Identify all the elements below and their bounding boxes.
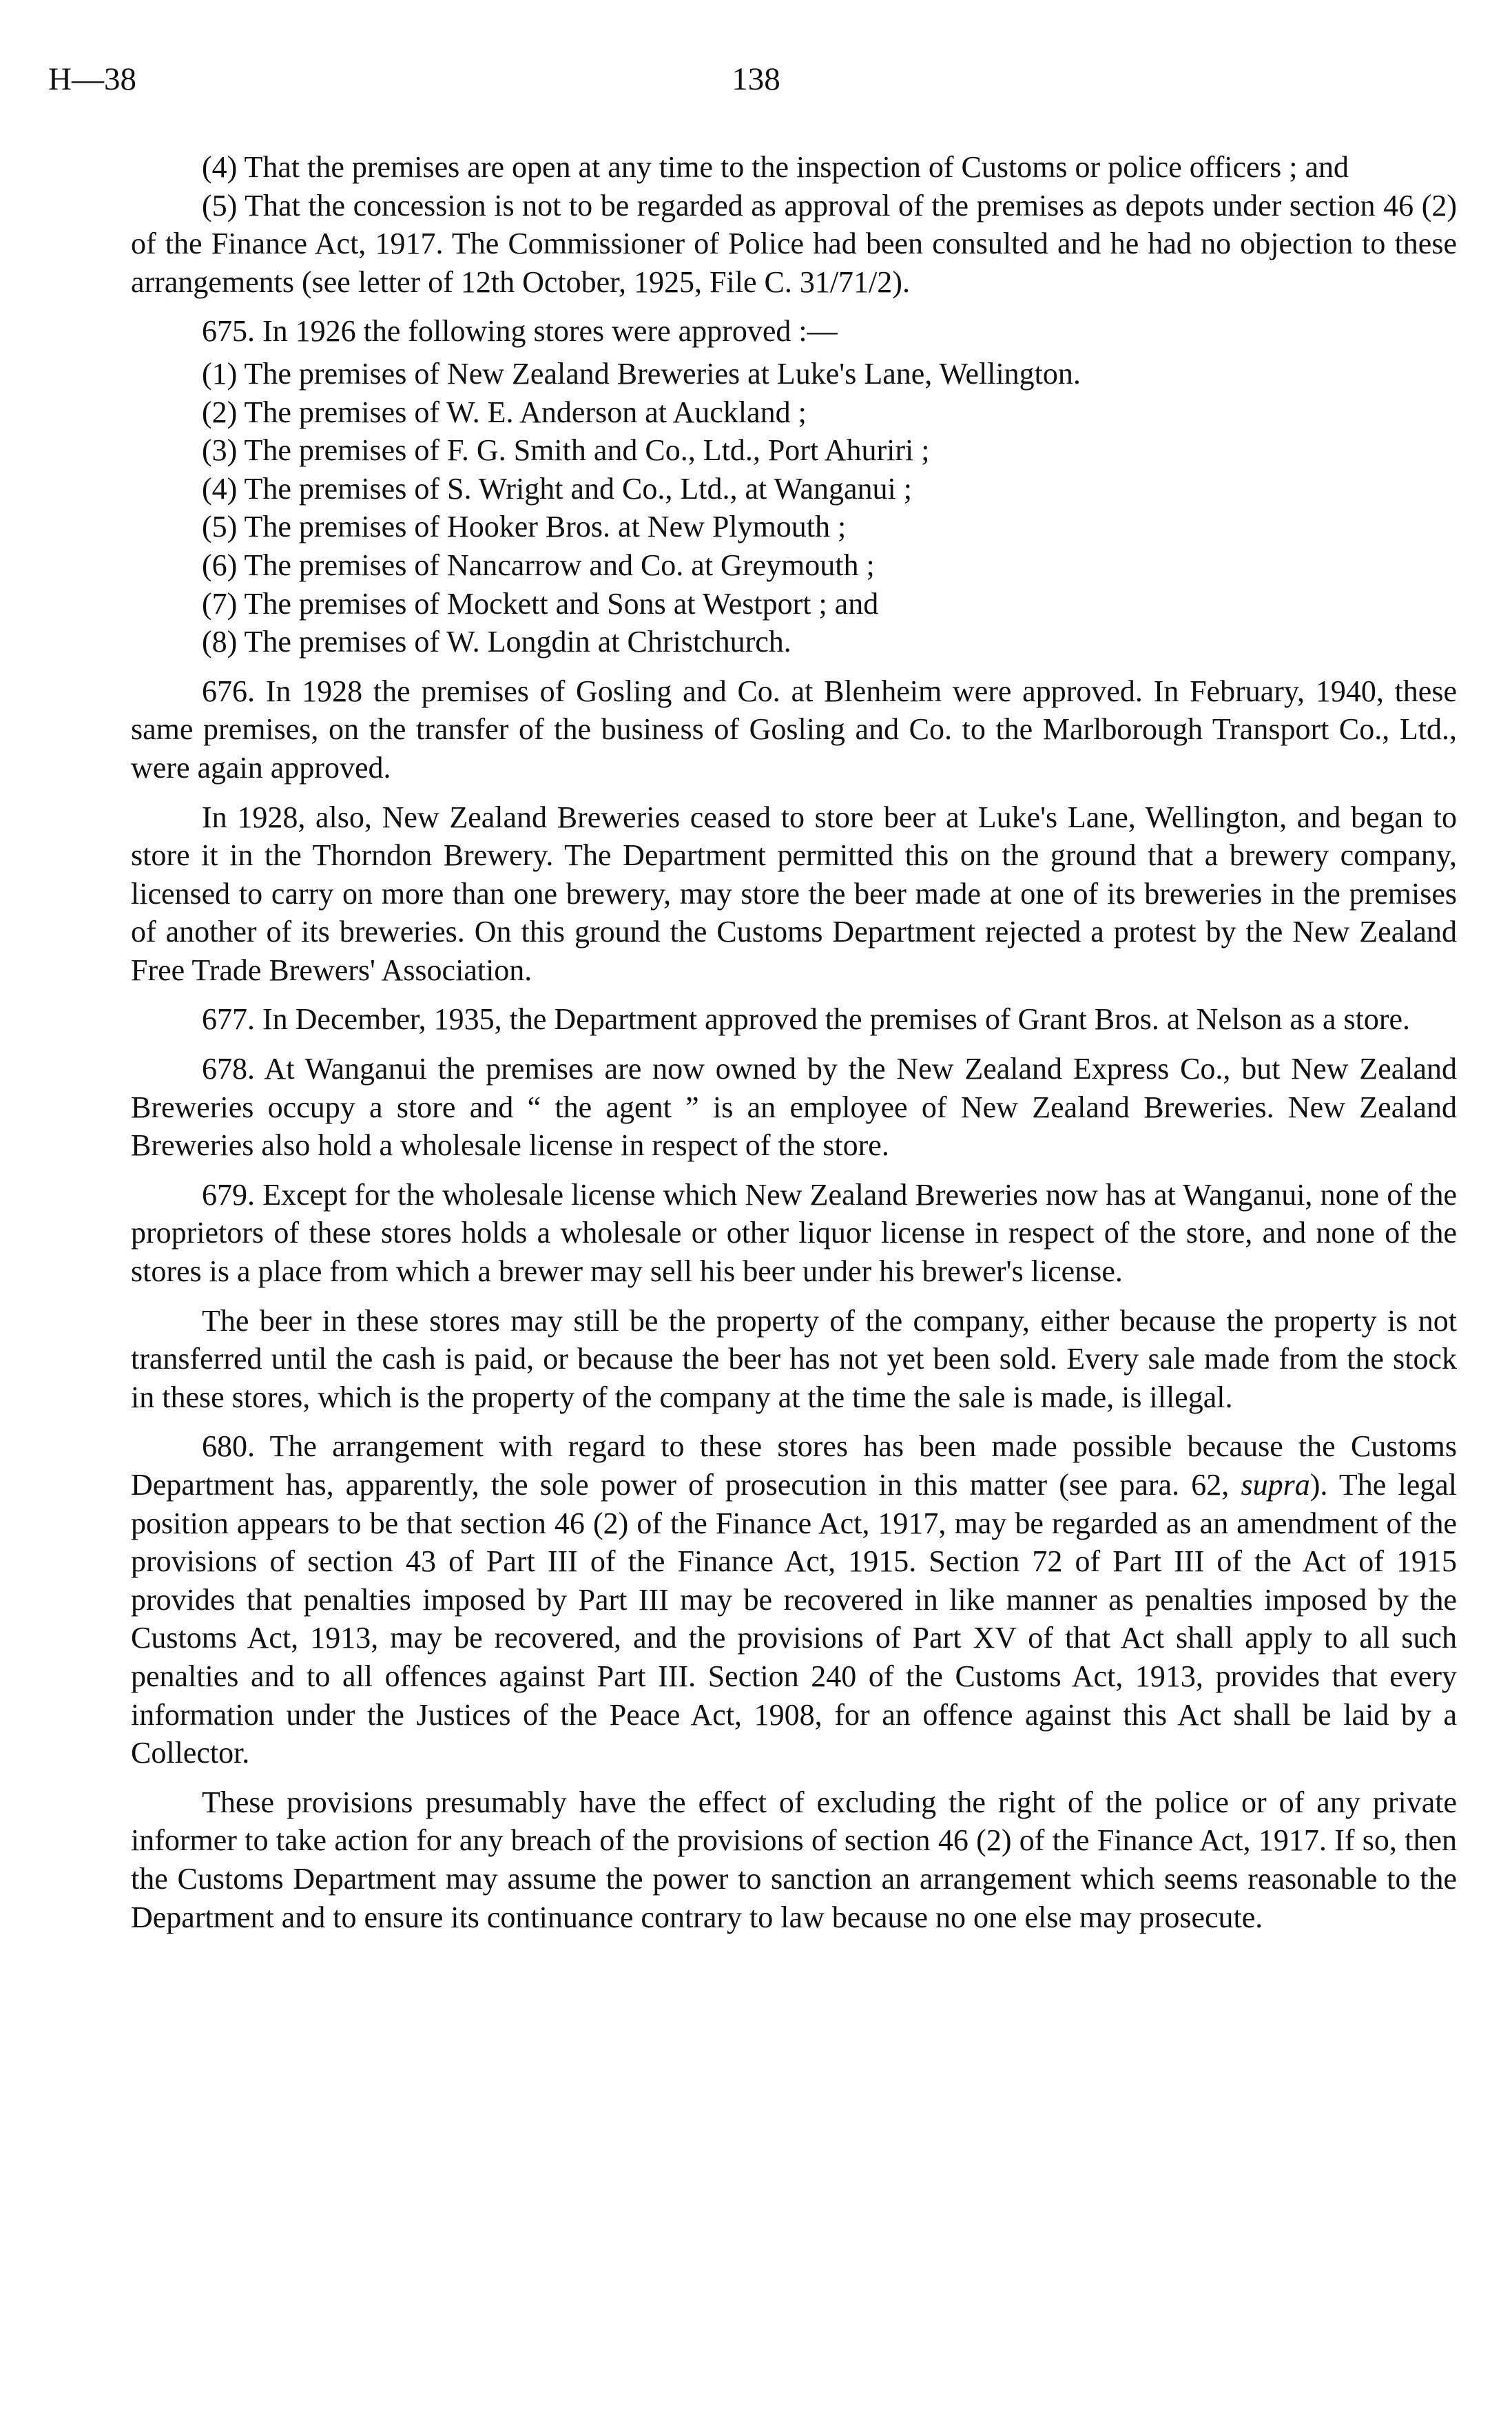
paragraph-678: 678. At Wanganui the premises are now owned by the New Zealand Express Co., but New Zealand Breweries occupy a store and “ the agent ” is an employee of New Zealand Breweries. New Zealand Breweries also hold a wholesale license in respect of the store. <box>131 1052 1457 1163</box>
paragraph-680 <box>131 1427 1457 1772</box>
paragraph-677: 677. In December, 1935, the Department approved the premises of Grant Bros. at Nelson as a store. <box>202 1002 1411 1037</box>
paragraph-680-text-start: 680. The arrangement with regard to these stores has been made possible because the Customs Department has, apparently, the sole power of prosecution in this matter (see para. 62, <box>131 1429 1457 1502</box>
paragraph-679: 679. Except for the wholesale license which New Zealand Breweries now has at Wanganui, none of the proprietors of these stores holds a wholesale or other liquor license in respect of the store, and none of the stores is a place from which a brewer may sell his beer under his brewer's license. <box>131 1177 1457 1289</box>
list-item: (5) The premises of Hooker Bros. at New Plymouth ; <box>202 510 847 544</box>
page-number: 138 <box>732 61 780 97</box>
list-item: (6) The premises of Nancarrow and Co. at Greymouth ; <box>202 548 875 582</box>
paragraph-679-continued: The beer in these stores may still be the property of the company, either because the property is not transferred until the cash is paid, or because the beer has not yet been sold. Every sale made from the stock in these stores, which is the property of the company at the time the sale is made, is illegal. <box>131 1303 1457 1414</box>
paragraph-675: 675. In 1926 the following stores were approved :— <box>202 314 838 349</box>
list-item: (4) The premises of S. Wright and Co., Ltd., at Wanganui ; <box>202 471 912 506</box>
paragraph-676: 676. In 1928 the premises of Gosling and Co. at Blenheim were approved. In February, 1940, these same premises, on the transfer of the business of Gosling and Co. to the Marlborough Transport Co., Ltd., were again approved. <box>131 674 1457 785</box>
approved-stores-list <box>131 355 1457 661</box>
paragraph-680-text-end: ). The legal position appears to be that section 46 (2) of the Finance Act, 1917, may be regarded as an amendment of the provisions of section 43 of Part III of the Finance Act, 1915. Section 72 of Part III of the Act of 1915 provides that penalties imposed by Part III may be recovered in like manner as penalties imposed by the Customs Act, 1913, may be recovered, and the provisions of Part XV of that Act shall apply to all such penalties and to all offences against Part III. Section 240 of the Customs Act, 1913, provides that every information under the Justices of the Peace Act, 1908, for an offence against this Act shall be laid by a Collector. <box>131 1468 1457 1770</box>
list-item: (1) The premises of New Zealand Breweries at Luke's Lane, Wellington. <box>202 356 1081 391</box>
page-header <box>48 61 1464 109</box>
paragraph-680-continued: These provisions presumably have the effect of excluding the right of the police or of any private informer to take action for any breach of the provisions of section 46 (2) of the Finance Act, 1917. If so, then the Customs Department may assume the power to sanction an arrangement which seems reasonable to the Department and to ensure its continuance contrary to law because no one else may prosecute. <box>131 1785 1457 1934</box>
paragraph-676-continued: In 1928, also, New Zealand Breweries ceased to store beer at Luke's Lane, Wellington, and began to store it in the Thorndon Brewery. The Department permitted this on the ground that a brewery company, licensed to carry on more than one brewery, may store the beer made at one of its breweries in the premises of another of its breweries. On this ground the Customs Department rejected a protest by the New Zealand Free Trade Brewers' Association. <box>131 800 1457 987</box>
document-code: H—38 <box>48 61 136 97</box>
list-item: (3) The premises of F. G. Smith and Co., Ltd., Port Ahuriri ; <box>202 433 930 468</box>
list-item: (2) The premises of W. E. Anderson at Auckland ; <box>202 395 807 429</box>
supra-italic: supra <box>1241 1468 1310 1502</box>
page-body <box>131 148 1457 1936</box>
paragraph-condition-4: (4) That the premises are open at any time to the inspection of Customs or police officers ; and <box>202 150 1349 184</box>
list-item: (7) The premises of Mockett and Sons at Westport ; and <box>202 586 879 621</box>
paragraph-condition-5: (5) That the concession is not to be regarded as approval of the premises as depots under section 46 (2) of the Finance Act, 1917. The Commissioner of Police had been consulted and he had no objection to these arrangements (see letter of 12th October, 1925, File C. 31/71/2). <box>131 188 1457 299</box>
list-item: (8) The premises of W. Longdin at Christchurch. <box>202 625 791 659</box>
